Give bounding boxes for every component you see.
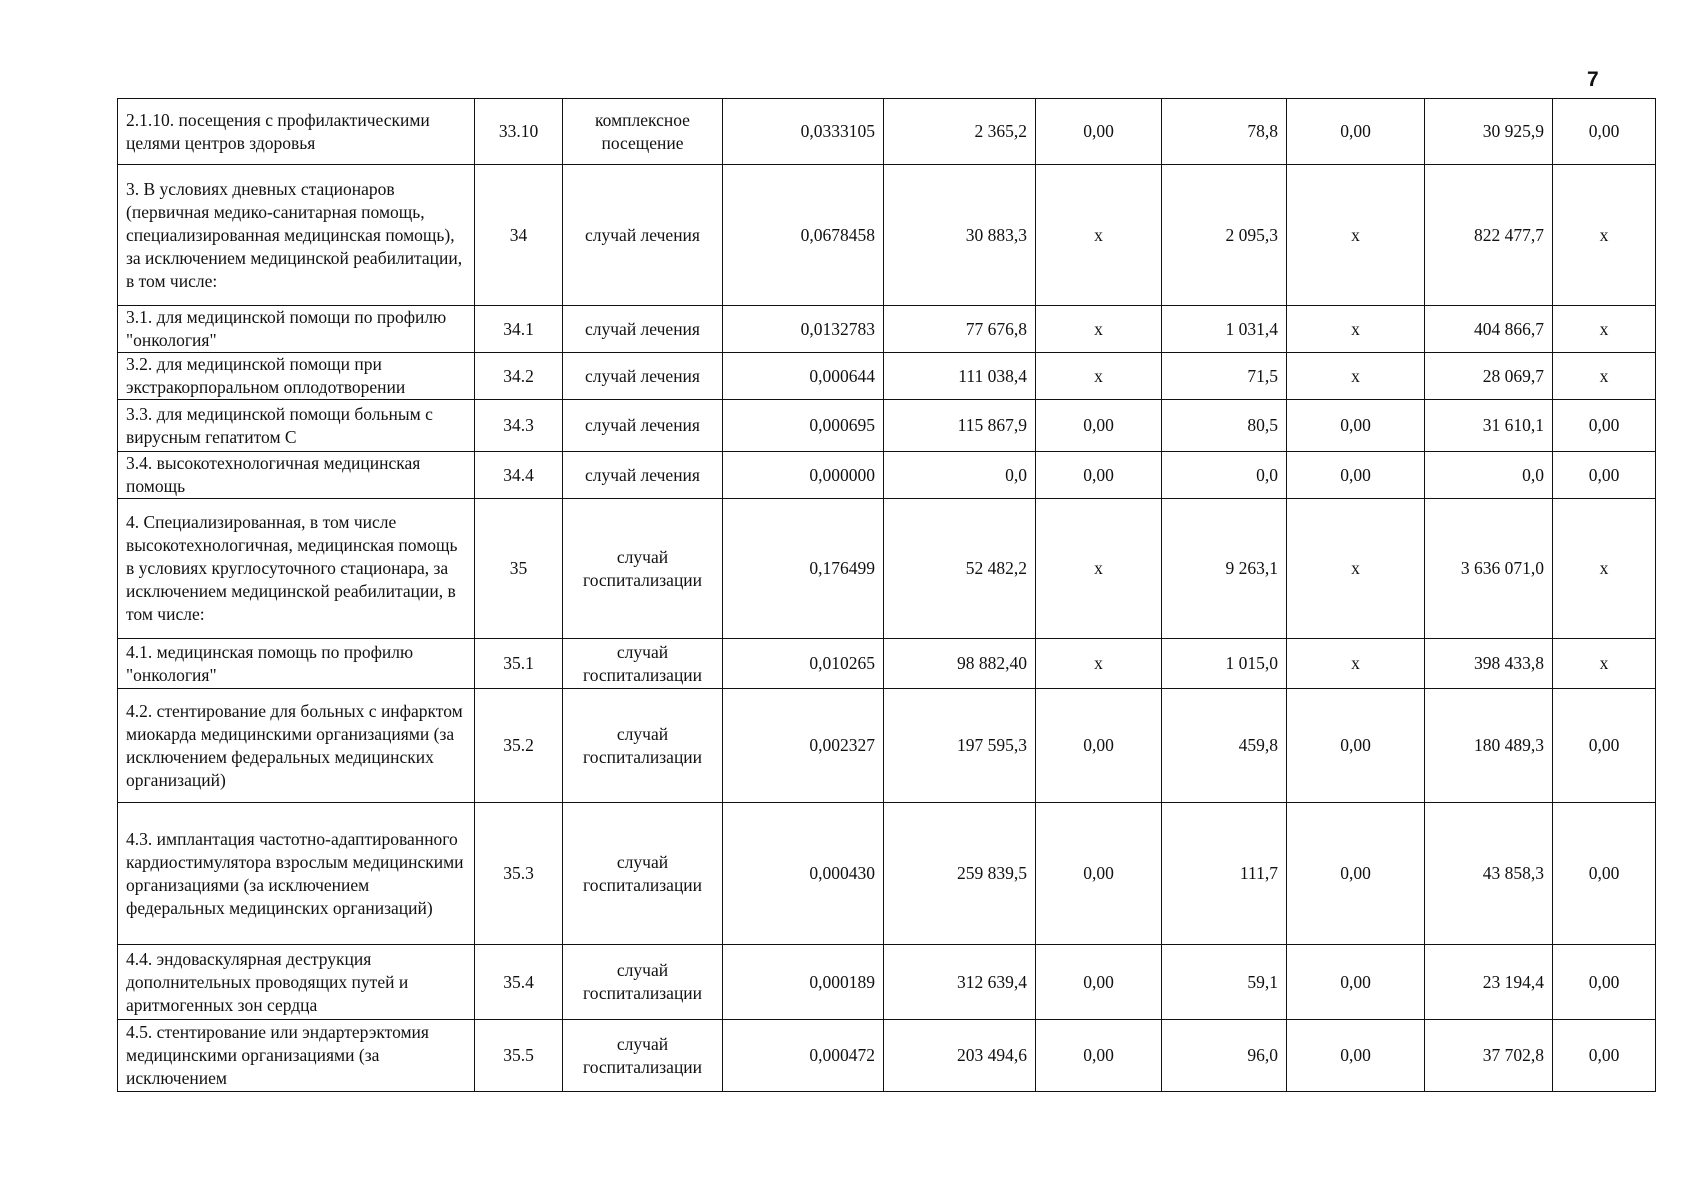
- row-unit: случай госпитализации: [563, 499, 723, 639]
- row-name: 4.1. медицинская помощь по профилю "онкология": [118, 639, 475, 689]
- cell-budget-total: х: [1287, 499, 1425, 639]
- row-unit: случай лечения: [563, 452, 723, 499]
- cell-oms-per-capita: 459,8: [1162, 689, 1287, 803]
- cell-budget-per-capita: х: [1036, 165, 1162, 306]
- cell-budget-total: х: [1287, 353, 1425, 400]
- row-code: 34.4: [475, 452, 563, 499]
- row-name: 4.2. стентирование для больных с инфарктом миокарда медицинскими организациями (за исключением федеральных медицинских организаций): [118, 689, 475, 803]
- row-unit: случай госпитализации: [563, 639, 723, 689]
- cell-budget-per-capita: х: [1036, 353, 1162, 400]
- cell-budget-total: 0,00: [1287, 689, 1425, 803]
- table-row: [118, 452, 1656, 499]
- table-row: [118, 99, 1656, 165]
- cell-budget-per-capita: х: [1036, 499, 1162, 639]
- row-unit: случай лечения: [563, 306, 723, 353]
- cell-norm: 0,000430: [723, 803, 884, 945]
- cell-cost: 77 676,8: [884, 306, 1036, 353]
- cell-norm: 0,176499: [723, 499, 884, 639]
- cell-share: 0,00: [1553, 400, 1656, 452]
- cell-oms-total: 37 702,8: [1425, 1020, 1553, 1092]
- row-code: 35.1: [475, 639, 563, 689]
- cell-share: х: [1553, 306, 1656, 353]
- cell-budget-total: 0,00: [1287, 452, 1425, 499]
- cell-norm: 0,000644: [723, 353, 884, 400]
- cell-oms-per-capita: 111,7: [1162, 803, 1287, 945]
- cell-oms-per-capita: 80,5: [1162, 400, 1287, 452]
- cell-share: 0,00: [1553, 803, 1656, 945]
- cell-cost: 0,0: [884, 452, 1036, 499]
- cell-share: х: [1553, 499, 1656, 639]
- cell-budget-per-capita: 0,00: [1036, 400, 1162, 452]
- row-name: 4.3. имплантация частотно-адаптированного кардиостимулятора взрослым медицинскими организациями (за исключением федеральных медицинских организаций): [118, 803, 475, 945]
- row-unit: случай госпитализации: [563, 803, 723, 945]
- cell-oms-per-capita: 1 031,4: [1162, 306, 1287, 353]
- row-name: 2.1.10. посещения с профилактическими целями центров здоровья: [118, 99, 475, 165]
- cell-oms-total: 23 194,4: [1425, 945, 1553, 1020]
- cell-share: 0,00: [1553, 99, 1656, 165]
- row-code: 34.1: [475, 306, 563, 353]
- cell-norm: 0,000472: [723, 1020, 884, 1092]
- row-code: 34.3: [475, 400, 563, 452]
- cell-share: х: [1553, 165, 1656, 306]
- cell-cost: 111 038,4: [884, 353, 1036, 400]
- row-code: 33.10: [475, 99, 563, 165]
- cell-oms-per-capita: 96,0: [1162, 1020, 1287, 1092]
- cell-oms-total: 43 858,3: [1425, 803, 1553, 945]
- cell-norm: 0,000000: [723, 452, 884, 499]
- row-unit: случай лечения: [563, 353, 723, 400]
- row-code: 34: [475, 165, 563, 306]
- row-name: 4. Специализированная, в том числе высокотехнологичная, медицинская помощь в условиях круглосуточного стационара, за исключением медицинской реабилитации, в том числе:: [118, 499, 475, 639]
- cell-cost: 98 882,40: [884, 639, 1036, 689]
- cell-budget-total: х: [1287, 306, 1425, 353]
- cell-budget-per-capita: 0,00: [1036, 99, 1162, 165]
- cell-oms-per-capita: 0,0: [1162, 452, 1287, 499]
- cell-budget-total: х: [1287, 165, 1425, 306]
- row-name: 3.2. для медицинской помощи при экстракорпоральном оплодотворении: [118, 353, 475, 400]
- table-row: [118, 1020, 1656, 1092]
- cell-cost: 115 867,9: [884, 400, 1036, 452]
- cell-oms-per-capita: 71,5: [1162, 353, 1287, 400]
- row-name: 3.1. для медицинской помощи по профилю "онкология": [118, 306, 475, 353]
- cell-cost: 2 365,2: [884, 99, 1036, 165]
- cell-budget-total: 0,00: [1287, 1020, 1425, 1092]
- cell-cost: 203 494,6: [884, 1020, 1036, 1092]
- table-row: [118, 803, 1656, 945]
- row-code: 35: [475, 499, 563, 639]
- table-row: [118, 945, 1656, 1020]
- row-unit: комплексное посещение: [563, 99, 723, 165]
- row-code: 34.2: [475, 353, 563, 400]
- cell-oms-total: 28 069,7: [1425, 353, 1553, 400]
- cell-oms-total: 822 477,7: [1425, 165, 1553, 306]
- cell-oms-per-capita: 2 095,3: [1162, 165, 1287, 306]
- table-row: [118, 165, 1656, 306]
- cell-norm: 0,000189: [723, 945, 884, 1020]
- cell-cost: 30 883,3: [884, 165, 1036, 306]
- cell-oms-total: 3 636 071,0: [1425, 499, 1553, 639]
- cell-oms-total: 180 489,3: [1425, 689, 1553, 803]
- row-unit: случай госпитализации: [563, 945, 723, 1020]
- cell-share: 0,00: [1553, 945, 1656, 1020]
- cell-share: х: [1553, 353, 1656, 400]
- cell-budget-total: 0,00: [1287, 400, 1425, 452]
- table-row: [118, 400, 1656, 452]
- cell-budget-per-capita: х: [1036, 306, 1162, 353]
- cell-budget-total: х: [1287, 639, 1425, 689]
- row-code: 35.5: [475, 1020, 563, 1092]
- cell-cost: 259 839,5: [884, 803, 1036, 945]
- cell-budget-per-capita: 0,00: [1036, 1020, 1162, 1092]
- cell-share: 0,00: [1553, 1020, 1656, 1092]
- row-code: 35.3: [475, 803, 563, 945]
- row-name: 4.4. эндоваскулярная деструкция дополнительных проводящих путей и аритмогенных зон сердца: [118, 945, 475, 1020]
- page-number: 7: [1587, 68, 1599, 91]
- row-name: 3. В условиях дневных стационаров (первичная медико-санитарная помощь, специализированная медицинская помощь), за исключением медицинской реабилитации, в том числе:: [118, 165, 475, 306]
- cell-oms-per-capita: 78,8: [1162, 99, 1287, 165]
- cell-cost: 52 482,2: [884, 499, 1036, 639]
- cell-oms-total: 0,0: [1425, 452, 1553, 499]
- data-table: [117, 98, 1656, 1092]
- cell-oms-per-capita: 59,1: [1162, 945, 1287, 1020]
- row-unit: случай госпитализации: [563, 689, 723, 803]
- row-name: 3.4. высокотехнологичная медицинская помощь: [118, 452, 475, 499]
- table-row: [118, 353, 1656, 400]
- table-row: [118, 306, 1656, 353]
- cell-cost: 197 595,3: [884, 689, 1036, 803]
- cell-budget-per-capita: 0,00: [1036, 803, 1162, 945]
- cell-oms-total: 404 866,7: [1425, 306, 1553, 353]
- cell-norm: 0,010265: [723, 639, 884, 689]
- cell-budget-per-capita: 0,00: [1036, 945, 1162, 1020]
- table-row: [118, 639, 1656, 689]
- cell-share: х: [1553, 639, 1656, 689]
- cell-oms-per-capita: 9 263,1: [1162, 499, 1287, 639]
- cell-budget-total: 0,00: [1287, 803, 1425, 945]
- row-unit: случай лечения: [563, 400, 723, 452]
- cell-oms-total: 398 433,8: [1425, 639, 1553, 689]
- cell-budget-total: 0,00: [1287, 945, 1425, 1020]
- cell-budget-per-capita: 0,00: [1036, 452, 1162, 499]
- cell-oms-total: 30 925,9: [1425, 99, 1553, 165]
- cell-share: 0,00: [1553, 452, 1656, 499]
- row-name: 4.5. стентирование или эндартерэктомия медицинскими организациями (за исключением: [118, 1020, 475, 1092]
- cell-share: 0,00: [1553, 689, 1656, 803]
- cell-norm: 0,000695: [723, 400, 884, 452]
- row-unit: случай госпитализации: [563, 1020, 723, 1092]
- cell-norm: 0,0678458: [723, 165, 884, 306]
- row-code: 35.4: [475, 945, 563, 1020]
- cell-oms-total: 31 610,1: [1425, 400, 1553, 452]
- cell-budget-total: 0,00: [1287, 99, 1425, 165]
- cell-budget-per-capita: х: [1036, 639, 1162, 689]
- cell-norm: 0,0333105: [723, 99, 884, 165]
- cell-oms-per-capita: 1 015,0: [1162, 639, 1287, 689]
- cell-budget-per-capita: 0,00: [1036, 689, 1162, 803]
- cell-norm: 0,0132783: [723, 306, 884, 353]
- cell-norm: 0,002327: [723, 689, 884, 803]
- row-unit: случай лечения: [563, 165, 723, 306]
- cell-cost: 312 639,4: [884, 945, 1036, 1020]
- table-row: [118, 499, 1656, 639]
- table-row: [118, 689, 1656, 803]
- row-name: 3.3. для медицинской помощи больным с вирусным гепатитом С: [118, 400, 475, 452]
- row-code: 35.2: [475, 689, 563, 803]
